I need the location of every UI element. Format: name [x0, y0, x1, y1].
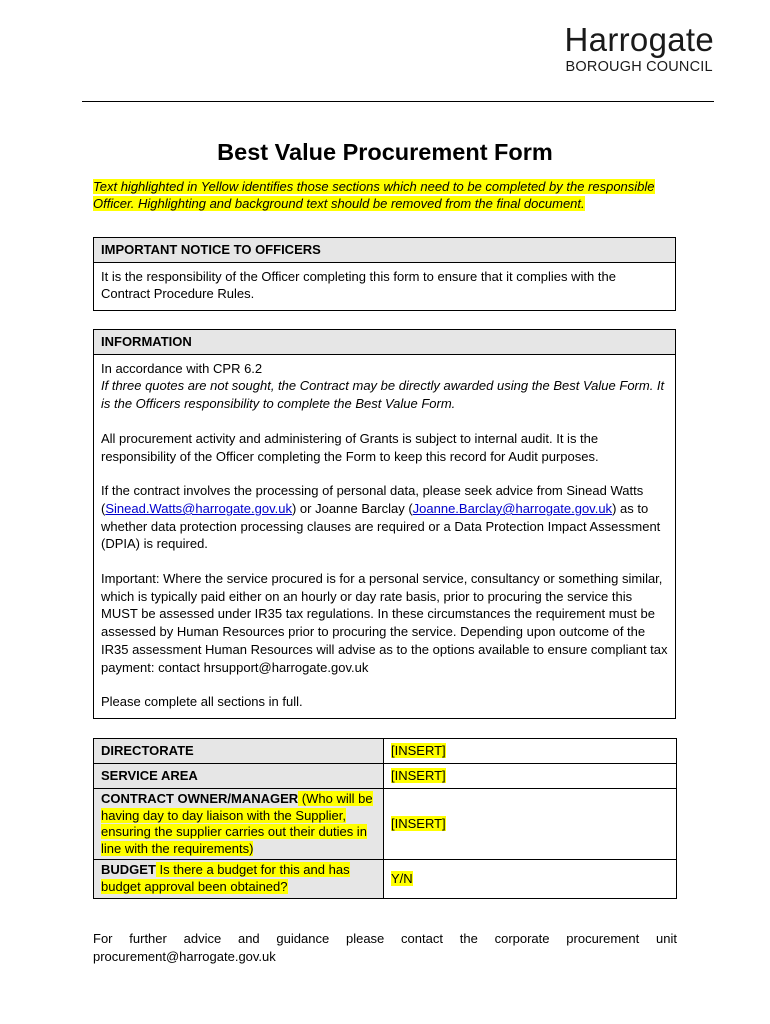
contract-owner-value[interactable]: [INSERT]: [391, 815, 446, 831]
table-row: [94, 860, 677, 898]
budget-value[interactable]: Y/N: [391, 870, 413, 886]
logo-subtitle: BOROUGH COUNCIL: [565, 59, 713, 75]
contract-owner-label-cell: [94, 789, 384, 860]
contract-owner-label: CONTRACT OWNER/MANAGER: [101, 791, 299, 806]
intro-instructions: [93, 178, 683, 213]
data-protection-text-3: ) as to whether data protection processing clauses are required or a Data Protection Impact Assessment (DPIA) is required.: [101, 500, 661, 552]
audit-paragraph: All procurement activity and administering of Grants is subject to internal audit. It is the responsibility of the Officer completing the Form to keep this record for Audit purposes.: [101, 430, 599, 464]
directorate-value[interactable]: [INSERT]: [391, 742, 446, 758]
ir35-paragraph: Important: Where the service procured is for a personal service, consultancy or something similar, which is typically paid either on an hourly or day rate basis, prior to procuring the service this MUST be assessed under IR35 tax regulations. In these circumstances the requirement must be assessed by Human Resources prior to procuring the service. Depending upon outcome of the IR35 assessment Human Resources will advise as to the options available to ensure compliant tax payment: contact hrsupport@harrogate.gov.uk: [101, 571, 668, 675]
budget-label-cell: [94, 860, 384, 898]
notice-text: It is the responsibility of the Officer completing this form to ensure that it complies with the Contract Procedure Rules.: [101, 268, 616, 302]
email-link-sinead[interactable]: Sinead.Watts@harrogate.gov.uk: [105, 500, 292, 516]
council-logo: [565, 22, 714, 76]
important-notice-box: [93, 237, 676, 311]
email-link-joanne[interactable]: Joanne.Barclay@harrogate.gov.uk: [412, 500, 613, 516]
details-table: [93, 738, 677, 899]
complete-all-paragraph: Please complete all sections in full.: [101, 694, 303, 710]
table-row: [94, 764, 677, 789]
intro-highlight-text: Text highlighted in Yellow identifies those sections which need to be completed by the responsible Officer. Highlighting and background text should be removed from the final document.: [93, 179, 655, 212]
budget-cell[interactable]: [384, 860, 677, 898]
contract-owner-note: (Who will be having day to day liaison with the Supplier, ensuring the supplier carries out their duties in line with the requirements): [101, 791, 373, 856]
budget-label: BUDGET: [101, 862, 156, 878]
data-protection-text-1: If the contract involves the processing of personal data, please seek advice from Sinead Watts (: [101, 483, 644, 516]
service-area-label: SERVICE AREA: [94, 764, 384, 789]
information-heading: INFORMATION: [94, 330, 675, 355]
notice-body: [94, 263, 675, 310]
information-body: [94, 355, 675, 718]
cpr-line: In accordance with CPR 6.2: [101, 360, 263, 376]
cpr-paragraph: [101, 360, 668, 413]
notice-heading: IMPORTANT NOTICE TO OFFICERS: [94, 238, 675, 263]
page-title: Best Value Procurement Form: [217, 139, 553, 165]
service-area-cell[interactable]: [384, 764, 677, 789]
directorate-cell[interactable]: [384, 739, 677, 764]
quotes-italic-text: If three quotes are not sought, the Contract may be directly awarded using the Best Value Form. It is the Officers responsibility to complete the Best Value Form.: [101, 378, 665, 412]
service-area-value[interactable]: [INSERT]: [391, 767, 446, 783]
table-row: [94, 789, 677, 860]
header-divider: [82, 101, 714, 102]
footer-contact: For further advice and guidance please contact the corporate procurement unit procurement@harrogate.gov.uk: [93, 931, 677, 964]
data-protection-text-2: ) or Joanne Barclay (: [291, 500, 413, 516]
budget-note: Is there a budget for this and has budget approval been obtained?: [101, 862, 350, 894]
logo-name: Harrogate: [564, 21, 714, 58]
directorate-label: DIRECTORATE: [94, 739, 384, 764]
information-box: [93, 329, 676, 719]
data-protection-paragraph: [101, 482, 668, 553]
table-row: [94, 739, 677, 764]
contract-owner-cell[interactable]: [384, 789, 677, 860]
